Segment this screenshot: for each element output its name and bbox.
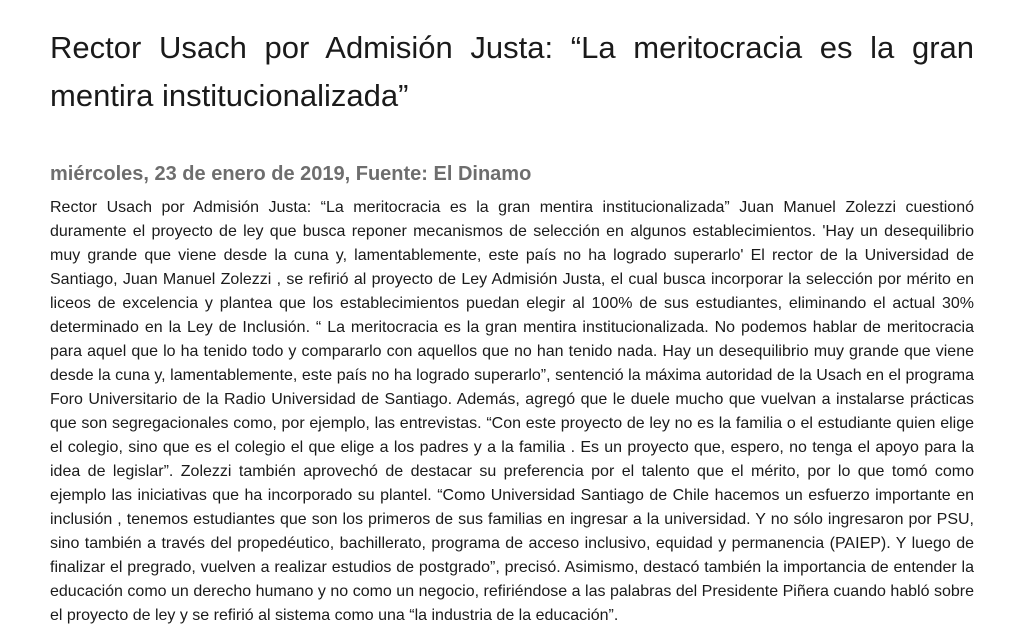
article-meta: miércoles, 23 de enero de 2019, Fuente: El Dinamo (50, 163, 532, 185)
article (50, 24, 974, 628)
article-body: Rector Usach por Admisión Justa: “La meritocracia es la gran mentira institucionalizada” Juan Manuel Zolezzi cuestionó duramente el proyecto de ley que busca reponer mecanismos de selección en algunos establecimientos. 'Hay un desequilibrio muy grande que viene desde la cuna y, lamentablemente, este país no ha logrado superarlo' El rector de la Universidad de Santiago, Juan Manuel Zolezzi , se refirió al proyecto de Ley Admisión Justa, el cual busca incorporar la selección por mérito en liceos de excelencia y plantea que los establecimientos puedan elegir al 100% de sus estudiantes, eliminando el actual 30% determinado en la Ley de Inclusión. “ La meritocracia es la gran mentira institucionalizada. No podemos hablar de meritocracia para aquel que lo ha tenido todo y compararlo con aquellos que no han tenido nada. Hay un desequilibrio muy grande que viene desde la cuna y, lamentablemente, este país no ha logrado superarlo”, sentenció la máxima autoridad de la Usach en el programa Foro Universitario de la Radio Universidad de Santiago. Además, agregó que le duele mucho que vuelvan a instalarse prácticas que son segregacionales como, por ejemplo, las entrevistas. “Con este proyecto de ley no es la familia o el estudiante quien elige el colegio, sino que es el colegio el que elige a los padres y a la familia . Es un proyecto que, espero, no tenga el apoyo para la idea de legislar”. Zolezzi también aprovechó de destacar su preferencia por el talento que el mérito, por lo que tomó como ejemplo las iniciativas que ha incorporado su plantel. “Como Universidad Santiago de Chile hacemos un esfuerzo importante en inclusión , tenemos estudiantes que son los primeros de sus familias en ingresar a la universidad. Y no sólo ingresaron por PSU, sino también a través del propedéutico, bachillerato, programa de acceso inclusivo, equidad y permanencia (PAIEP). Y luego de finalizar el pregrado, vuelven a realizar estudios de postgrado”, precisó. Asimismo, destacó también la importancia de entender la educación como un derecho humano y no como un negocio, refiriéndose a las palabras del Presidente Piñera cuando habló sobre el proyecto de ley y se refirió al sistema como una “la industria de la educación”. (50, 199, 974, 624)
article-title: Rector Usach por Admisión Justa: “La meritocracia es la gran mentira institucionalizada” (50, 30, 974, 113)
